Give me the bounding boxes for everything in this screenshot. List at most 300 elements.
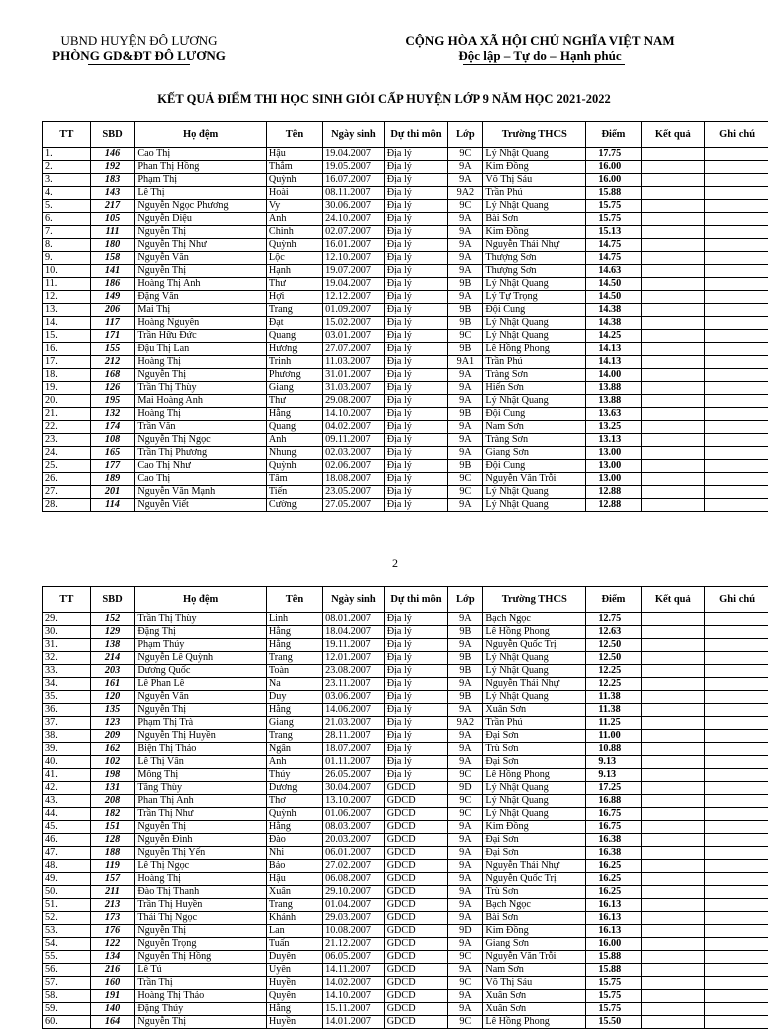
cell-diem: 14.50 <box>586 278 641 291</box>
cell-sbd: 155 <box>90 343 135 356</box>
cell-truong: Lý Nhật Quang <box>483 148 586 161</box>
cell-ket-qua <box>641 161 705 174</box>
cell-ghi-chu <box>705 873 768 886</box>
cell-mon: Địa lý <box>384 395 448 408</box>
cell-ngay-sinh: 06.08.2007 <box>323 873 385 886</box>
cell-lop: 9A <box>448 860 483 873</box>
cell-diem: 15.75 <box>586 1003 641 1016</box>
cell-ket-qua <box>641 213 705 226</box>
cell-ho-dem: Nguyễn Văn <box>135 252 267 265</box>
cell-ten: Nhi <box>266 847 322 860</box>
cell-truong: Lê Hồng Phong <box>483 769 586 782</box>
cell-ket-qua <box>641 330 705 343</box>
cell-tt: 40. <box>43 756 91 769</box>
cell-sbd: 188 <box>90 847 135 860</box>
cell-sbd: 102 <box>90 756 135 769</box>
cell-ten: Thúy <box>266 769 322 782</box>
table-row <box>43 834 768 847</box>
cell-lop: 9A <box>448 873 483 886</box>
cell-sbd: 108 <box>90 434 135 447</box>
table-row <box>43 226 768 239</box>
cell-ghi-chu <box>705 395 768 408</box>
cell-lop: 9A <box>448 704 483 717</box>
department-name: PHÒNG GD&ĐT ĐÔ LƯƠNG <box>34 48 244 63</box>
cell-mon: Địa lý <box>384 730 448 743</box>
cell-truong: Tràng Sơn <box>483 369 586 382</box>
table-row <box>43 613 768 626</box>
cell-ten: Thư <box>266 395 322 408</box>
cell-ho-dem: Nguyễn Đình <box>135 834 267 847</box>
table-header-row <box>43 122 768 148</box>
cell-ngay-sinh: 01.04.2007 <box>323 899 385 912</box>
page-number: 2 <box>0 556 768 571</box>
table-row <box>43 639 768 652</box>
cell-ghi-chu <box>705 860 768 873</box>
cell-mon: Địa lý <box>384 148 448 161</box>
cell-tt: 52. <box>43 912 91 925</box>
cell-diem: 12.88 <box>586 486 641 499</box>
cell-ho-dem: Đặng Thị <box>135 626 267 639</box>
cell-mon: GDCD <box>384 782 448 795</box>
cell-diem: 9.13 <box>586 769 641 782</box>
cell-tt: 49. <box>43 873 91 886</box>
cell-diem: 15.88 <box>586 951 641 964</box>
cell-ket-qua <box>641 382 705 395</box>
cell-mon: GDCD <box>384 925 448 938</box>
cell-ngay-sinh: 19.11.2007 <box>323 639 385 652</box>
cell-ngay-sinh: 29.03.2007 <box>323 912 385 925</box>
cell-ghi-chu <box>705 613 768 626</box>
cell-ket-qua <box>641 665 705 678</box>
cell-truong: Lý Nhật Quang <box>483 808 586 821</box>
cell-ghi-chu <box>705 1003 768 1016</box>
cell-sbd: 160 <box>90 977 135 990</box>
cell-ghi-chu <box>705 756 768 769</box>
cell-ngay-sinh: 27.07.2007 <box>323 343 385 356</box>
cell-ngay-sinh: 04.02.2007 <box>323 421 385 434</box>
cell-diem: 16.25 <box>586 860 641 873</box>
cell-ket-qua <box>641 769 705 782</box>
cell-sbd: 135 <box>90 704 135 717</box>
cell-ten: Giang <box>266 717 322 730</box>
cell-truong: Lý Nhật Quang <box>483 691 586 704</box>
cell-ho-dem: Trần Hữu Đức <box>135 330 267 343</box>
cell-tt: 5. <box>43 200 91 213</box>
cell-lop: 9A <box>448 899 483 912</box>
cell-ket-qua <box>641 226 705 239</box>
cell-ket-qua <box>641 174 705 187</box>
cell-ngay-sinh: 12.10.2007 <box>323 252 385 265</box>
cell-truong: Bài Sơn <box>483 213 586 226</box>
cell-truong: Nguyễn Quốc Trị <box>483 639 586 652</box>
table-row <box>43 317 768 330</box>
cell-mon: Địa lý <box>384 665 448 678</box>
cell-ngay-sinh: 01.11.2007 <box>323 756 385 769</box>
cell-diem: 13.88 <box>586 395 641 408</box>
col-truong: Trường THCS <box>483 587 586 613</box>
cell-diem: 12.63 <box>586 626 641 639</box>
cell-sbd: 126 <box>90 382 135 395</box>
cell-sbd: 206 <box>90 304 135 317</box>
cell-diem: 11.38 <box>586 704 641 717</box>
cell-sbd: 120 <box>90 691 135 704</box>
cell-sbd: 214 <box>90 652 135 665</box>
table-row <box>43 951 768 964</box>
cell-truong: Võ Thị Sáu <box>483 977 586 990</box>
col-mon: Dự thi môn <box>384 587 448 613</box>
cell-ket-qua <box>641 304 705 317</box>
cell-truong: Nguyễn Thái Nhự <box>483 678 586 691</box>
cell-tt: 15. <box>43 330 91 343</box>
cell-sbd: 141 <box>90 265 135 278</box>
cell-truong: Lê Hồng Phong <box>483 1016 586 1029</box>
cell-truong: Nguyễn Thái Nhự <box>483 860 586 873</box>
cell-mon: Địa lý <box>384 239 448 252</box>
table-row <box>43 1003 768 1016</box>
cell-diem: 16.13 <box>586 899 641 912</box>
col-ket-qua: Kết quả <box>641 122 705 148</box>
cell-tt: 23. <box>43 434 91 447</box>
cell-ngay-sinh: 18.07.2007 <box>323 743 385 756</box>
cell-sbd: 208 <box>90 795 135 808</box>
cell-mon: Địa lý <box>384 187 448 200</box>
cell-ho-dem: Trần Thị Thùy <box>135 613 267 626</box>
cell-ten: Hằng <box>266 408 322 421</box>
cell-truong: Nguyễn Quốc Trị <box>483 873 586 886</box>
cell-truong: Đại Sơn <box>483 756 586 769</box>
cell-ghi-chu <box>705 421 768 434</box>
cell-ngay-sinh: 08.11.2007 <box>323 187 385 200</box>
cell-tt: 51. <box>43 899 91 912</box>
cell-tt: 20. <box>43 395 91 408</box>
cell-ghi-chu <box>705 743 768 756</box>
cell-ghi-chu <box>705 730 768 743</box>
cell-ngay-sinh: 14.10.2007 <box>323 990 385 1003</box>
cell-tt: 1. <box>43 148 91 161</box>
cell-ghi-chu <box>705 265 768 278</box>
cell-ho-dem: Nguyễn Thị Hồng <box>135 951 267 964</box>
cell-truong: Lý Nhật Quang <box>483 795 586 808</box>
cell-ten: Lộc <box>266 252 322 265</box>
col-lop: Lớp <box>448 587 483 613</box>
cell-ket-qua <box>641 613 705 626</box>
cell-ghi-chu <box>705 795 768 808</box>
cell-ten: Hợi <box>266 291 322 304</box>
cell-truong: Lý Nhật Quang <box>483 499 586 512</box>
cell-ngay-sinh: 15.02.2007 <box>323 317 385 330</box>
table-row <box>43 912 768 925</box>
cell-ghi-chu <box>705 161 768 174</box>
table-row <box>43 925 768 938</box>
cell-sbd: 209 <box>90 730 135 743</box>
cell-lop: 9C <box>448 1016 483 1029</box>
cell-ho-dem: Nguyễn Thị Huyền <box>135 730 267 743</box>
cell-truong: Bạch Ngọc <box>483 899 586 912</box>
cell-truong: Thượng Sơn <box>483 252 586 265</box>
cell-sbd: 131 <box>90 782 135 795</box>
cell-ghi-chu <box>705 938 768 951</box>
cell-sbd: 176 <box>90 925 135 938</box>
cell-tt: 55. <box>43 951 91 964</box>
cell-ngay-sinh: 30.06.2007 <box>323 200 385 213</box>
cell-ngay-sinh: 08.03.2007 <box>323 821 385 834</box>
col-ngay-sinh: Ngày sinh <box>323 587 385 613</box>
cell-ngay-sinh: 23.05.2007 <box>323 486 385 499</box>
cell-sbd: 186 <box>90 278 135 291</box>
cell-sbd: 122 <box>90 938 135 951</box>
cell-mon: GDCD <box>384 808 448 821</box>
cell-diem: 17.25 <box>586 782 641 795</box>
cell-sbd: 189 <box>90 473 135 486</box>
cell-tt: 56. <box>43 964 91 977</box>
col-ghi-chu: Ghi chú <box>705 587 768 613</box>
cell-sbd: 213 <box>90 899 135 912</box>
cell-ghi-chu <box>705 291 768 304</box>
cell-ho-dem: Đậu Thị Lan <box>135 343 267 356</box>
cell-truong: Kim Đồng <box>483 821 586 834</box>
cell-lop: 9B <box>448 304 483 317</box>
cell-diem: 11.38 <box>586 691 641 704</box>
cell-ten: Thơ <box>266 795 322 808</box>
cell-diem: 16.38 <box>586 847 641 860</box>
cell-ho-dem: Cao Thị Như <box>135 460 267 473</box>
national-header <box>396 33 684 63</box>
cell-ho-dem: Trần Thị Như <box>135 808 267 821</box>
cell-tt: 28. <box>43 499 91 512</box>
cell-ten: Duy <box>266 691 322 704</box>
cell-truong: Kim Đồng <box>483 161 586 174</box>
cell-sbd: 157 <box>90 873 135 886</box>
cell-ghi-chu <box>705 408 768 421</box>
cell-mon: Địa lý <box>384 317 448 330</box>
cell-diem: 12.25 <box>586 678 641 691</box>
table-row <box>43 473 768 486</box>
table-row <box>43 977 768 990</box>
cell-ten: Bảo <box>266 860 322 873</box>
cell-truong: Xuân Sơn <box>483 990 586 1003</box>
cell-ho-dem: Nguyễn Thị <box>135 369 267 382</box>
cell-tt: 32. <box>43 652 91 665</box>
cell-ngay-sinh: 14.02.2007 <box>323 977 385 990</box>
cell-ho-dem: Trần Văn <box>135 421 267 434</box>
table-row <box>43 1016 768 1029</box>
table-row <box>43 213 768 226</box>
cell-mon: GDCD <box>384 834 448 847</box>
cell-ket-qua <box>641 925 705 938</box>
cell-ten: Đào <box>266 834 322 847</box>
cell-ket-qua <box>641 691 705 704</box>
cell-ghi-chu <box>705 626 768 639</box>
cell-truong: Trù Sơn <box>483 886 586 899</box>
cell-ket-qua <box>641 187 705 200</box>
table-row <box>43 356 768 369</box>
table-row <box>43 886 768 899</box>
cell-diem: 14.75 <box>586 239 641 252</box>
cell-ten: Tiến <box>266 486 322 499</box>
cell-ten: Khánh <box>266 912 322 925</box>
cell-ho-dem: Lê Tú <box>135 964 267 977</box>
cell-tt: 46. <box>43 834 91 847</box>
table-row <box>43 434 768 447</box>
cell-lop: 9A <box>448 1003 483 1016</box>
cell-tt: 31. <box>43 639 91 652</box>
cell-sbd: 203 <box>90 665 135 678</box>
cell-ho-dem: Dương Quốc <box>135 665 267 678</box>
cell-ho-dem: Nguyễn Trọng <box>135 938 267 951</box>
cell-ho-dem: Đào Thị Thanh <box>135 886 267 899</box>
cell-ho-dem: Cao Thị <box>135 473 267 486</box>
cell-ho-dem: Biện Thị Thảo <box>135 743 267 756</box>
cell-sbd: 117 <box>90 317 135 330</box>
cell-ket-qua <box>641 795 705 808</box>
cell-sbd: 183 <box>90 174 135 187</box>
cell-ten: Quỳnh <box>266 174 322 187</box>
cell-sbd: 132 <box>90 408 135 421</box>
table-row <box>43 395 768 408</box>
cell-lop: 9A <box>448 499 483 512</box>
table-row <box>43 704 768 717</box>
cell-diem: 12.75 <box>586 613 641 626</box>
cell-mon: GDCD <box>384 795 448 808</box>
cell-mon: Địa lý <box>384 369 448 382</box>
cell-mon: GDCD <box>384 990 448 1003</box>
cell-ket-qua <box>641 652 705 665</box>
cell-ngay-sinh: 23.11.2007 <box>323 678 385 691</box>
cell-ngay-sinh: 27.05.2007 <box>323 499 385 512</box>
cell-ghi-chu <box>705 678 768 691</box>
cell-ten: Cường <box>266 499 322 512</box>
table-row <box>43 291 768 304</box>
cell-mon: GDCD <box>384 847 448 860</box>
table-row <box>43 369 768 382</box>
cell-ghi-chu <box>705 847 768 860</box>
cell-tt: 45. <box>43 821 91 834</box>
cell-lop: 9A <box>448 239 483 252</box>
cell-mon: Địa lý <box>384 756 448 769</box>
cell-ho-dem: Trần Thị Thùy <box>135 382 267 395</box>
cell-lop: 9A2 <box>448 187 483 200</box>
left-header-underline <box>88 64 190 65</box>
cell-truong: Giang Sơn <box>483 938 586 951</box>
col-ten: Tên <box>266 122 322 148</box>
national-name: CỘNG HÒA XÃ HỘI CHỦ NGHĨA VIỆT NAM <box>396 33 684 48</box>
cell-ngay-sinh: 27.02.2007 <box>323 860 385 873</box>
cell-truong: Đại Sơn <box>483 847 586 860</box>
cell-mon: GDCD <box>384 1016 448 1029</box>
cell-ngay-sinh: 13.10.2007 <box>323 795 385 808</box>
cell-ket-qua <box>641 421 705 434</box>
cell-ten: Trang <box>266 652 322 665</box>
col-ho-dem: Họ đệm <box>135 122 267 148</box>
cell-tt: 4. <box>43 187 91 200</box>
cell-ghi-chu <box>705 382 768 395</box>
cell-lop: 9B <box>448 626 483 639</box>
cell-ghi-chu <box>705 460 768 473</box>
cell-ngay-sinh: 02.03.2007 <box>323 447 385 460</box>
cell-ho-dem: Hoàng Thị Thảo <box>135 990 267 1003</box>
cell-tt: 19. <box>43 382 91 395</box>
cell-lop: 9A1 <box>448 356 483 369</box>
cell-ngay-sinh: 18.04.2007 <box>323 626 385 639</box>
cell-diem: 13.00 <box>586 473 641 486</box>
col-diem: Điểm <box>586 122 641 148</box>
cell-lop: 9C <box>448 148 483 161</box>
cell-ngay-sinh: 14.06.2007 <box>323 704 385 717</box>
cell-sbd: 174 <box>90 421 135 434</box>
cell-tt: 25. <box>43 460 91 473</box>
cell-ket-qua <box>641 447 705 460</box>
cell-diem: 13.13 <box>586 434 641 447</box>
cell-ngay-sinh: 16.07.2007 <box>323 174 385 187</box>
results-table-part-2 <box>42 586 768 1029</box>
col-ket-qua: Kết quả <box>641 587 705 613</box>
cell-sbd: 162 <box>90 743 135 756</box>
cell-sbd: 119 <box>90 860 135 873</box>
cell-lop: 9D <box>448 782 483 795</box>
cell-lop: 9A <box>448 382 483 395</box>
cell-mon: GDCD <box>384 873 448 886</box>
cell-ket-qua <box>641 1016 705 1029</box>
cell-ghi-chu <box>705 343 768 356</box>
cell-ten: Thắm <box>266 161 322 174</box>
cell-sbd: 180 <box>90 239 135 252</box>
cell-ghi-chu <box>705 821 768 834</box>
cell-tt: 50. <box>43 886 91 899</box>
cell-diem: 16.75 <box>586 821 641 834</box>
cell-ho-dem: Hoàng Thị <box>135 356 267 369</box>
cell-ten: Na <box>266 678 322 691</box>
cell-ghi-chu <box>705 925 768 938</box>
cell-sbd: 128 <box>90 834 135 847</box>
table-row <box>43 161 768 174</box>
cell-tt: 34. <box>43 678 91 691</box>
cell-tt: 59. <box>43 1003 91 1016</box>
col-sbd: SBD <box>90 587 135 613</box>
cell-ghi-chu <box>705 304 768 317</box>
cell-ho-dem: Mai Thị <box>135 304 267 317</box>
cell-ket-qua <box>641 782 705 795</box>
cell-ten: Hằng <box>266 639 322 652</box>
cell-ghi-chu <box>705 951 768 964</box>
cell-mon: Địa lý <box>384 252 448 265</box>
cell-tt: 27. <box>43 486 91 499</box>
cell-tt: 41. <box>43 769 91 782</box>
cell-sbd: 201 <box>90 486 135 499</box>
cell-lop: 9C <box>448 200 483 213</box>
cell-ho-dem: Trần Thị Phương <box>135 447 267 460</box>
cell-mon: Địa lý <box>384 639 448 652</box>
cell-ho-dem: Trần Thị <box>135 977 267 990</box>
cell-ngay-sinh: 31.03.2007 <box>323 382 385 395</box>
table-row <box>43 460 768 473</box>
cell-sbd: 195 <box>90 395 135 408</box>
cell-ket-qua <box>641 964 705 977</box>
cell-sbd: 211 <box>90 886 135 899</box>
cell-ho-dem: Nguyễn Thị Yến <box>135 847 267 860</box>
cell-ghi-chu <box>705 665 768 678</box>
cell-ten: Quỳnh <box>266 808 322 821</box>
cell-sbd: 168 <box>90 369 135 382</box>
cell-ho-dem: Thái Thị Ngọc <box>135 912 267 925</box>
cell-lop: 9C <box>448 330 483 343</box>
cell-truong: Bạch Ngọc <box>483 613 586 626</box>
cell-sbd: 123 <box>90 717 135 730</box>
cell-ngay-sinh: 14.11.2007 <box>323 964 385 977</box>
table-row <box>43 486 768 499</box>
cell-sbd: 151 <box>90 821 135 834</box>
cell-ghi-chu <box>705 639 768 652</box>
cell-ghi-chu <box>705 990 768 1003</box>
